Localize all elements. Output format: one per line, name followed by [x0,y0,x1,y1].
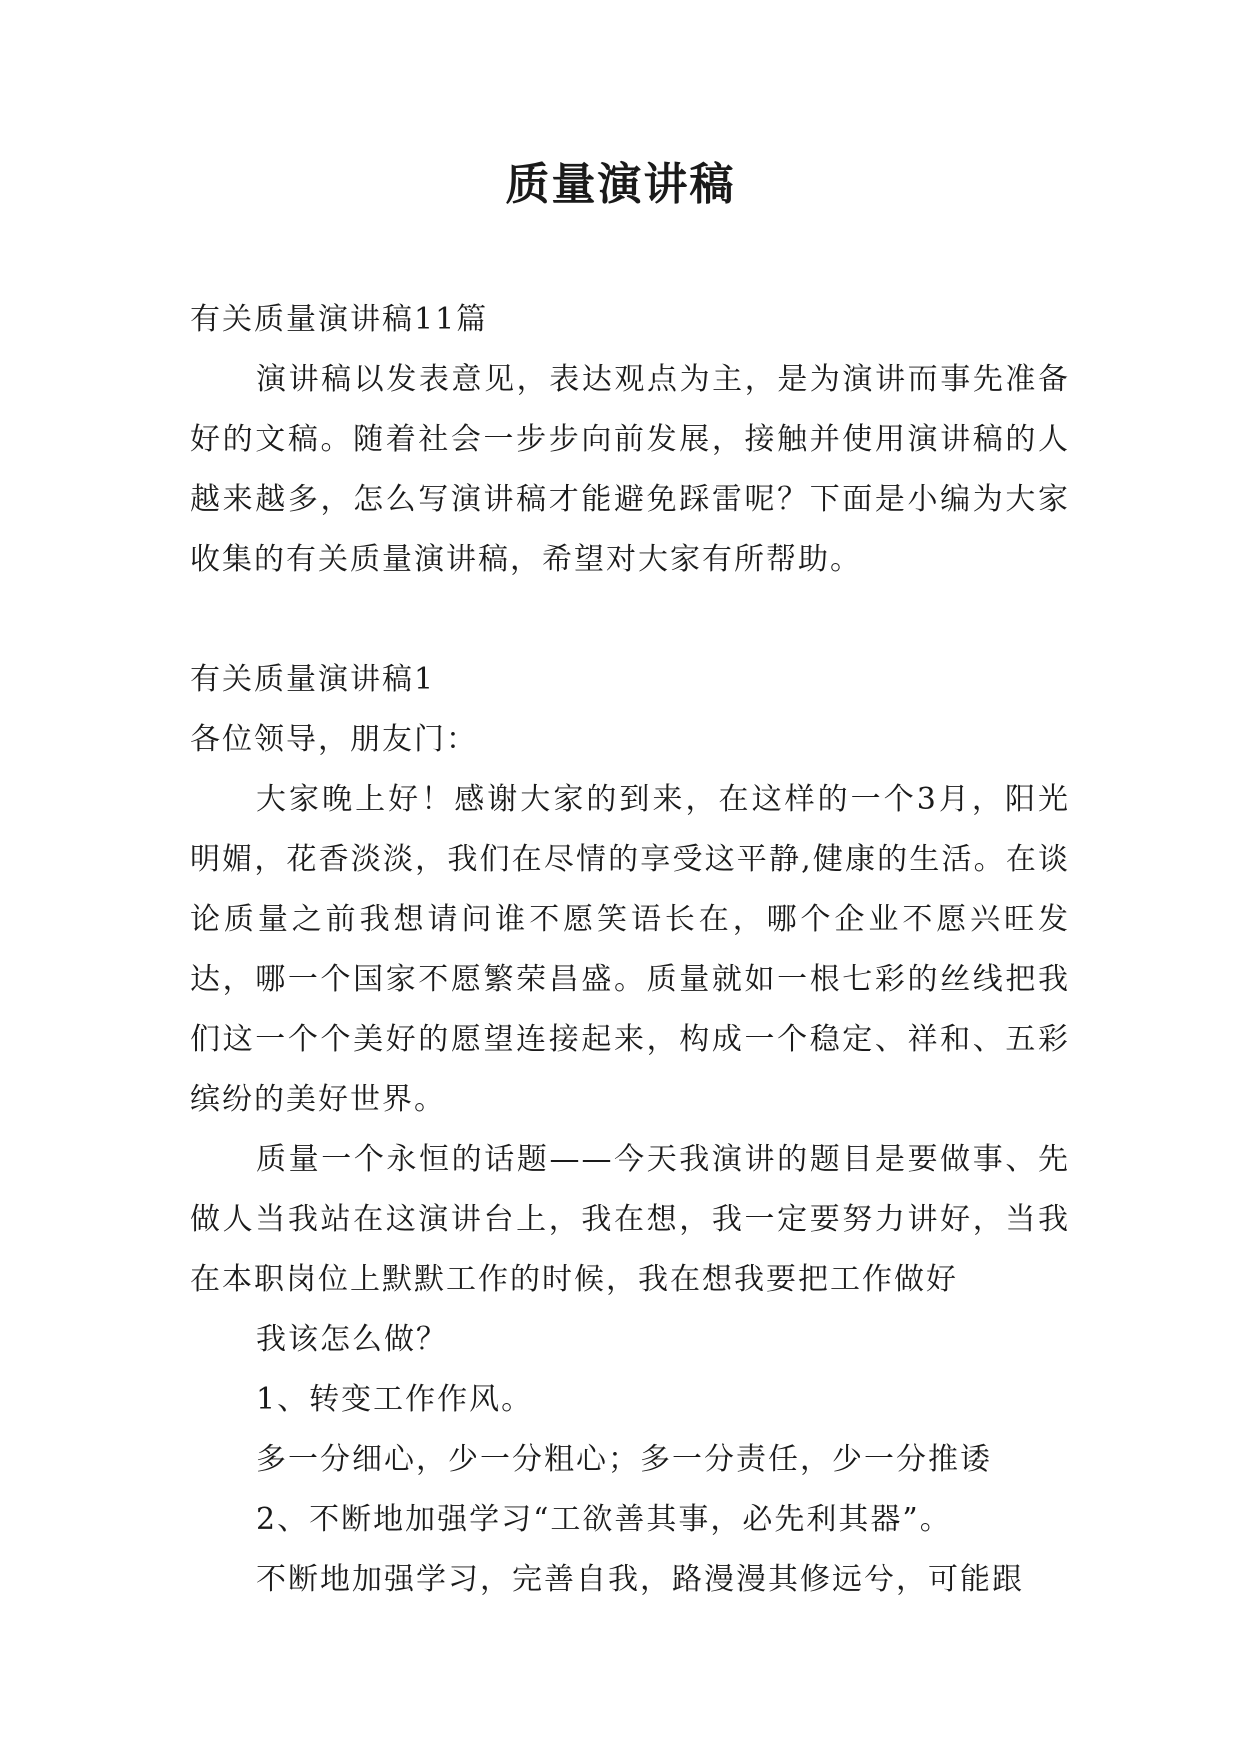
document-title: 质量演讲稿 [505,159,736,210]
greeting-line: 各位领导，朋友门： [190,722,478,757]
body-paragraph-2: 质量一个永恒的话题——今天我演讲的题目是要做事、先做人当我站在这演讲台上，我在想，我一定要努力讲好，当我在本职岗位上默默工作的时候，我在想我要把工作做好 [190,1142,1070,1297]
point-1-text: 多一分细心，少一分粗心；多一分责任，少一分推诿 [256,1442,992,1477]
document-body [190,290,1070,1610]
point-1-heading: 1、转变工作作风。 [256,1382,534,1417]
section-gap [190,590,1070,650]
point-2-text: 不断地加强学习，完善自我，路漫漫其修远兮，可能跟 [256,1562,1024,1597]
question-line: 我该怎么做？ [256,1322,448,1357]
body-paragraph-1: 大家晚上好！感谢大家的到来，在这样的一个3月，阳光明媚，花香淡淡，我们在尽情的享受这平静,健康的生活。在谈论质量之前我想请问谁不愿笑语长在，哪个企业不愿兴旺发达，哪一个国家不愿繁荣昌盛。质量就如一根七彩的丝线把我们这一个个美好的愿望连接起来，构成一个稳定、祥和、五彩缤纷的美好世界。 [190,782,1070,1117]
section-heading: 有关质量演讲稿1 [190,662,436,697]
intro-paragraph: 演讲稿以发表意见，表达观点为主，是为演讲而事先准备好的文稿。随着社会一步步向前发展，接触并使用演讲稿的人越来越多，怎么写演讲稿才能避免踩雷呢？下面是小编为大家收集的有关质量演讲稿，希望对大家有所帮助。 [190,362,1070,577]
point-2-heading: 2、不断地加强学习“工欲善其事，必先利其器”。 [256,1502,952,1537]
document-subtitle: 有关质量演讲稿11篇 [190,302,489,337]
